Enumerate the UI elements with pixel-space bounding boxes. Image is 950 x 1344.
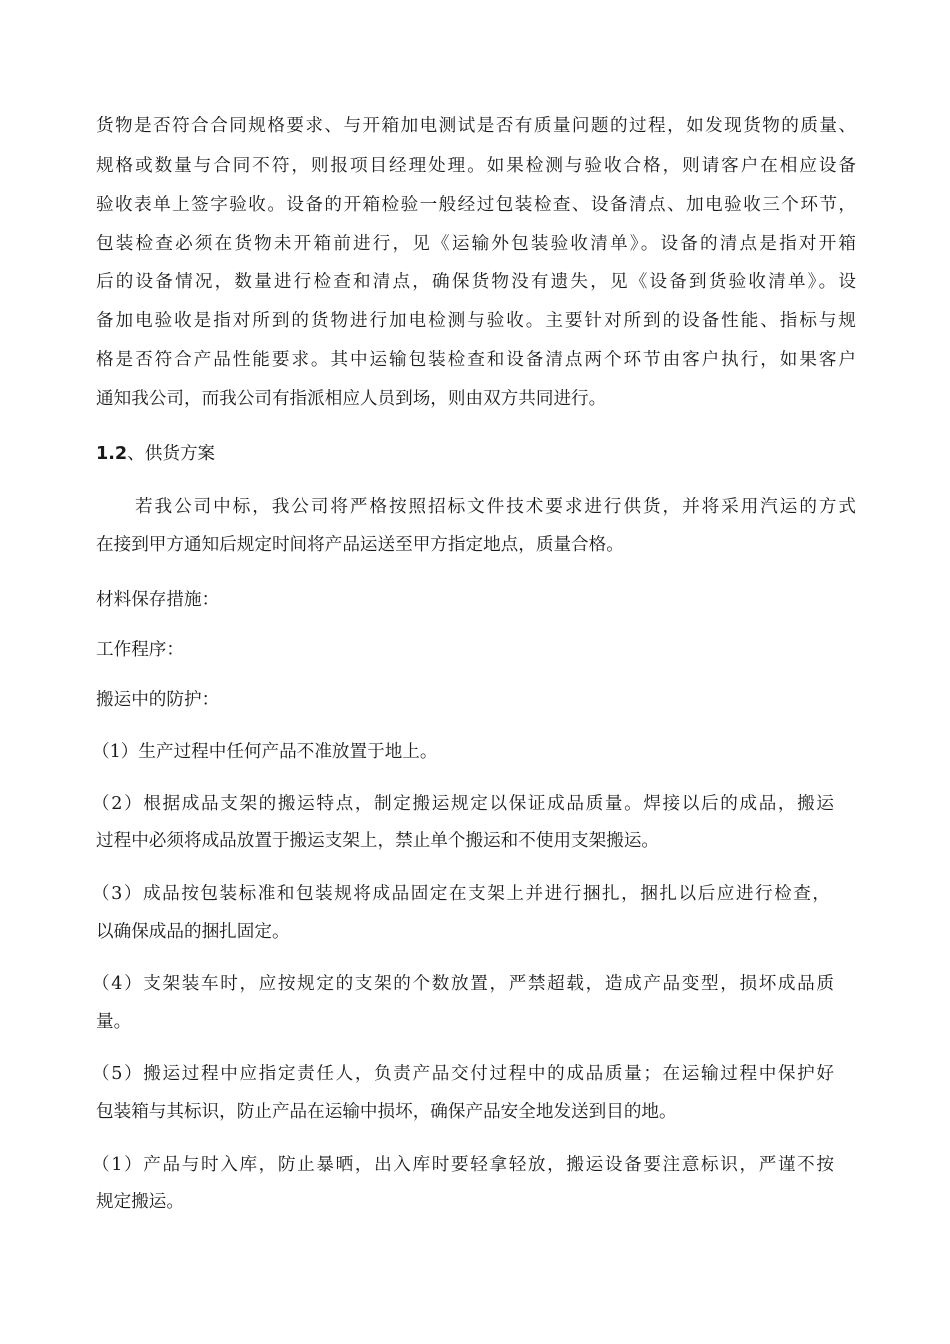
intro-line-8: 通知我公司，而我公司有指派相应人员到场，则由双方共同进行。 — [96, 389, 607, 409]
section-title: 、供货方案 — [127, 444, 216, 464]
intro-line-6: 备加电验收是指对所到的货物进行加电检测与验收。主要针对所到的设备性能、指标与规 — [96, 311, 856, 331]
list-item-4-line-2: 量。 — [96, 1012, 132, 1032]
intro-line-4: 包装检查必须在货物未开箱前进行，见《运输外包装验收清单》。设备的清点是指对开箱 — [96, 234, 856, 254]
list-item-2-line-1: （2）根据成品支架的搬运特点，制定搬运规定以保证成品质量。焊接以后的成品，搬运 — [92, 794, 834, 814]
section-number: 1.2 — [96, 444, 128, 464]
list-item-5-line-2: 包装箱与其标识，防止产品在运输中损坏，确保产品安全地发送到目的地。 — [96, 1102, 677, 1122]
list-item-5-line-1: （5）搬运过程中应指定责任人，负责产品交付过程中的成品质量；在运输过程中保护好 — [92, 1064, 834, 1084]
handling-protection-label: 搬运中的防护： — [96, 690, 220, 710]
supply-line-2: 在接到甲方通知后规定时间将产品运送至甲方指定地点，质量合格。 — [96, 535, 624, 555]
intro-line-2: 规格或数量与合同不符，则报项目经理处理。如果检测与验收合格，则请客户在相应设备 — [96, 156, 856, 176]
intro-line-7: 格是否符合产品性能要求。其中运输包装检查和设备清点两个环节由客户执行，如果客户 — [96, 350, 856, 370]
list-item-3-line-2: 以确保成品的捆扎固定。 — [96, 922, 290, 942]
list-item-2-line-2: 过程中必须将成品放置于搬运支架上，禁止单个搬运和不使用支架搬运。 — [96, 831, 660, 851]
list-item-6-line-2: 规定搬运。 — [96, 1192, 184, 1212]
intro-line-3: 验收表单上签字验收。设备的开箱检验一般经过包装检查、设备清点、加电验收三个环节， — [96, 195, 856, 215]
list-item-6-line-1: （1）产品与时入库，防止暴晒，出入库时要轻拿轻放，搬运设备要注意标识，严谨不按 — [92, 1155, 834, 1175]
storage-measures-label: 材料保存措施： — [96, 590, 220, 610]
intro-line-5: 后的设备情况，数量进行检查和清点，确保货物没有遗失，见《设备到货验收清单》。设 — [96, 272, 856, 292]
section-heading — [96, 442, 215, 466]
supply-line-1: 若我公司中标，我公司将严格按照招标文件技术要求进行供货，并将采用汽运的方式 — [135, 497, 856, 517]
list-item-1-line-1: （1）生产过程中任何产品不准放置于地上。 — [92, 742, 438, 762]
work-procedure-label: 工作程序： — [96, 640, 184, 660]
intro-line-1: 货物是否符合合同规格要求、与开箱加电测试是否有质量问题的过程，如发现货物的质量、 — [96, 116, 856, 136]
list-item-3-line-1: （3）成品按包装标准和包装规将成品固定在支架上并进行捆扎，捆扎以后应进行检查， — [92, 884, 830, 904]
list-item-4-line-1: （4）支架装车时，应按规定的支架的个数放置，严禁超载，造成产品变型，损坏成品质 — [92, 974, 834, 994]
